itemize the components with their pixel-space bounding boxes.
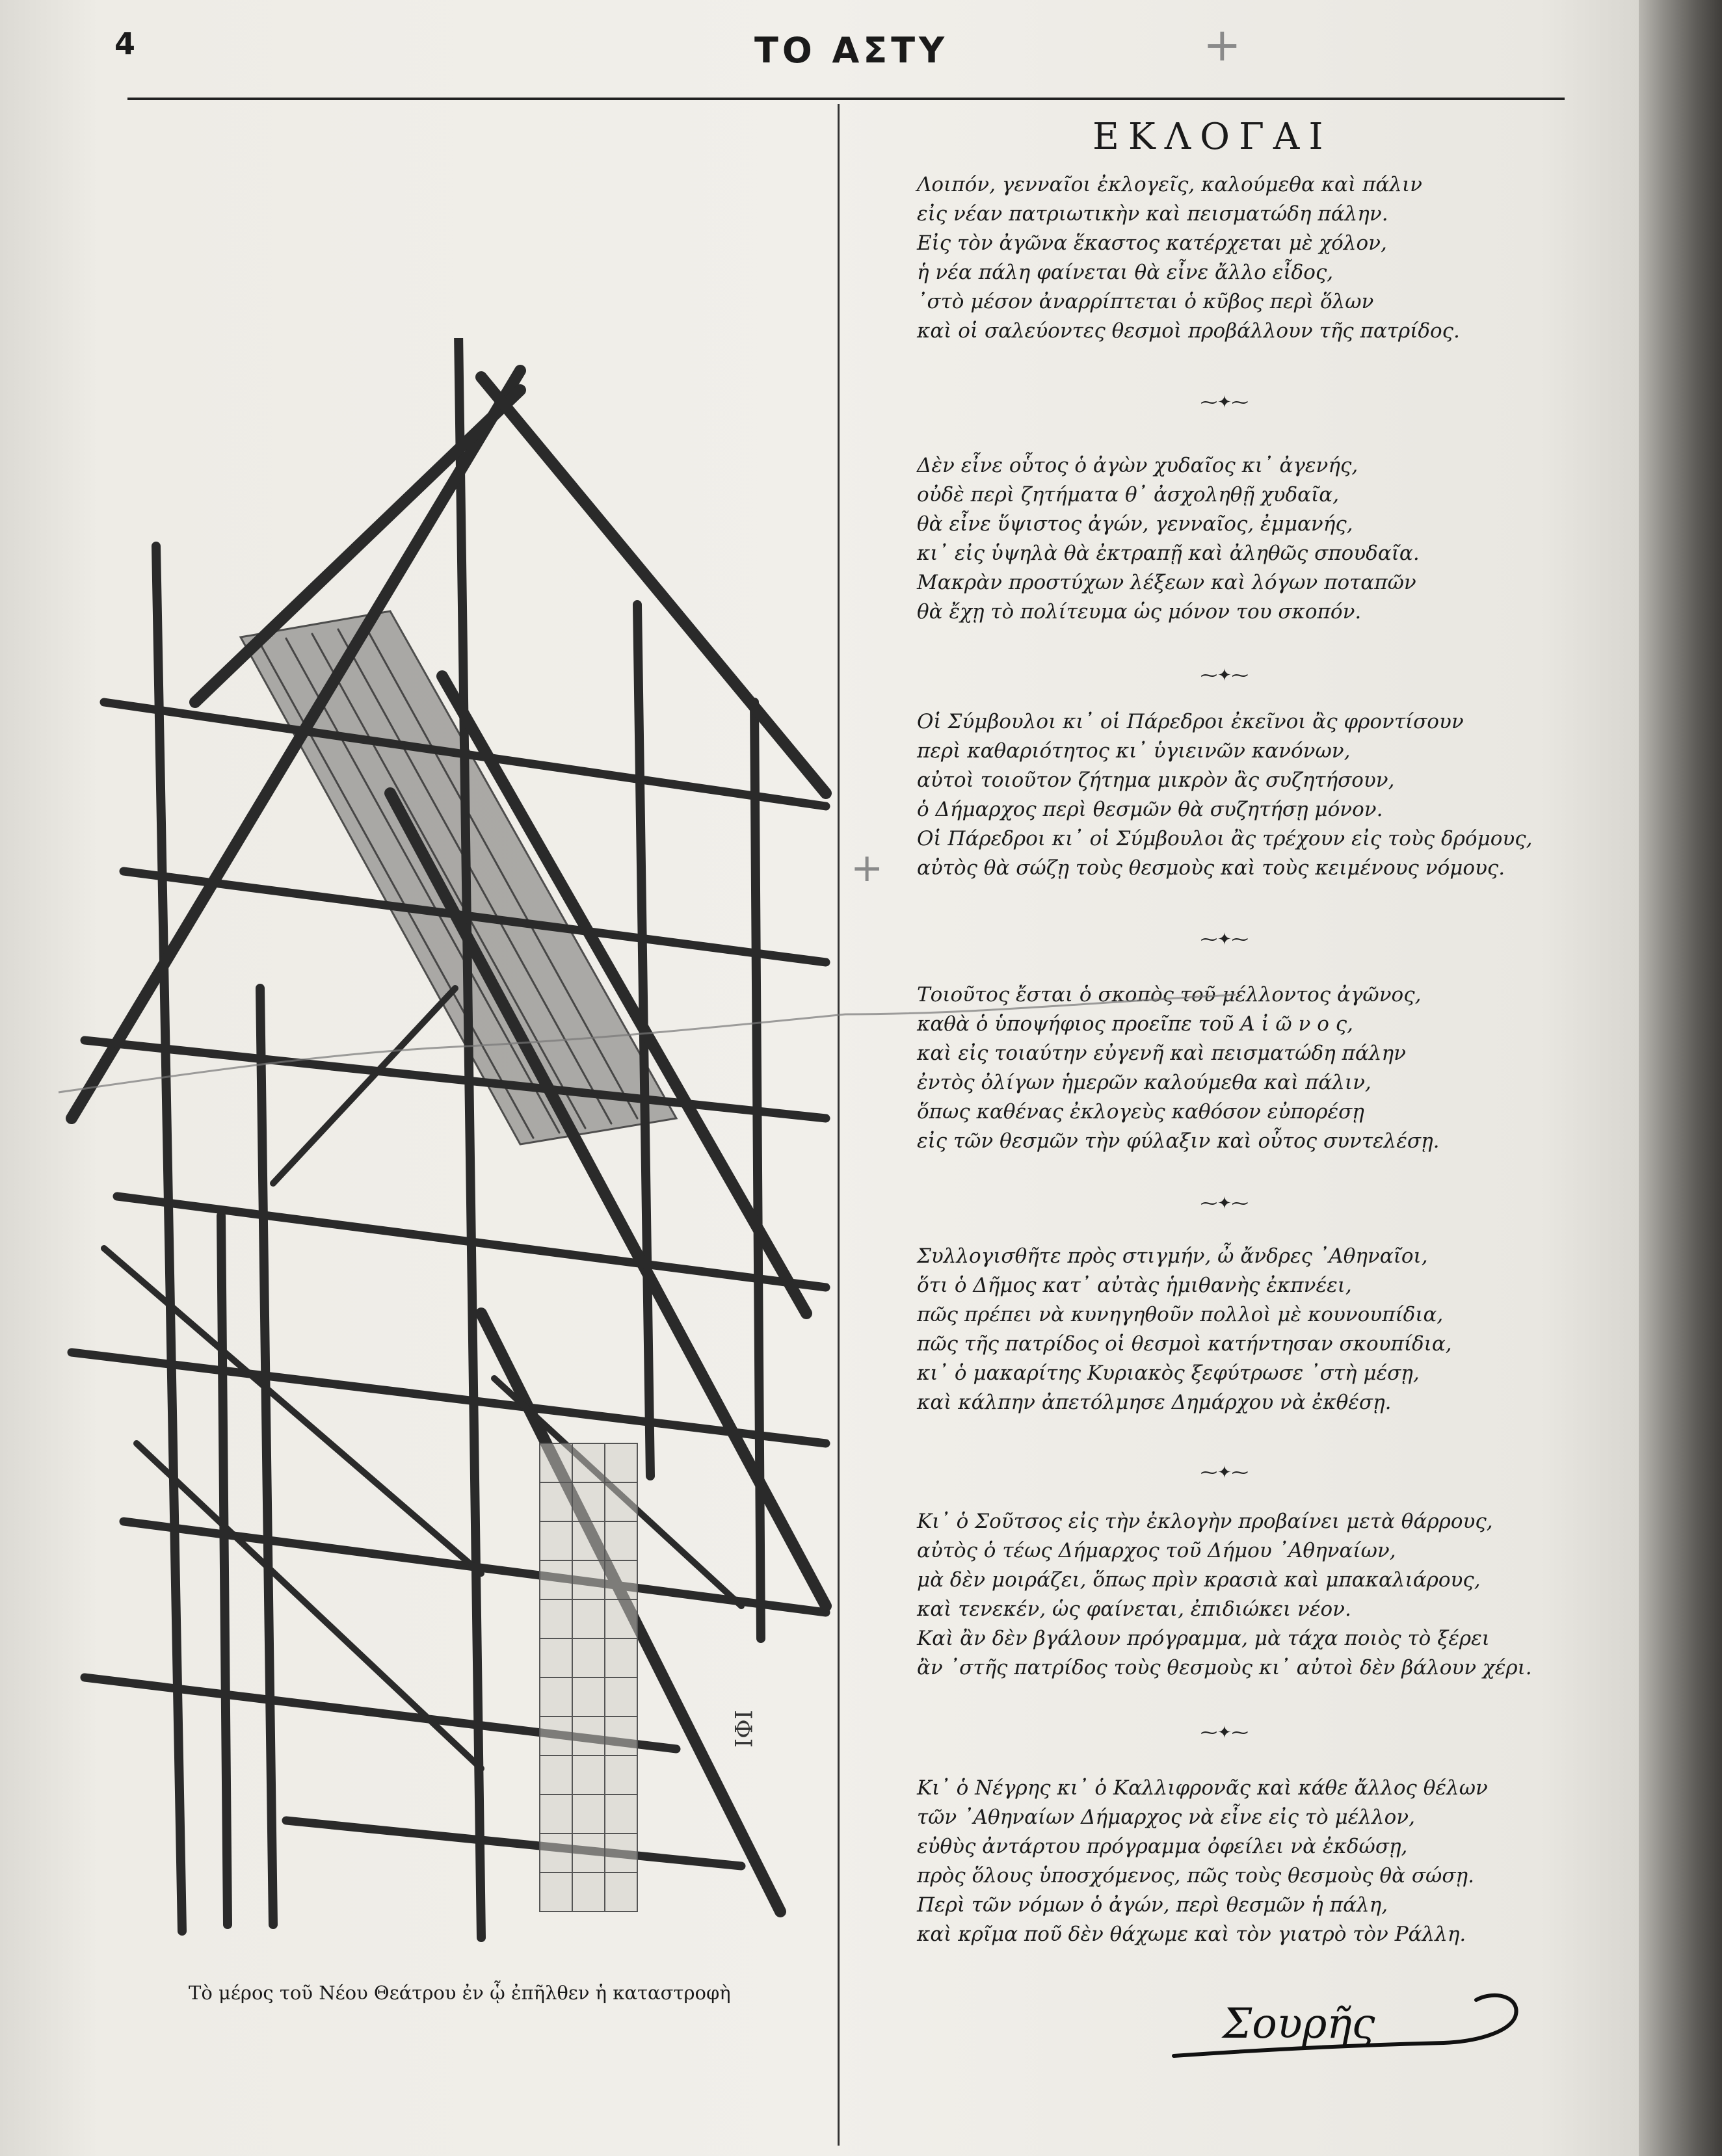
stanza-5 — [917, 1242, 1567, 1417]
poem-line: εὐθὺς ἀντάρτου πρόγραμμα ὀφείλει νὰ ἐκδώσῃ, — [917, 1835, 1408, 1858]
poem-line: θὰ εἶνε ὕψιστος ἀγών, γενναῖος, ἐμμανής, — [917, 512, 1353, 536]
poem-line: ἡ νέα πάλη φαίνεται θὰ εἶνε ἄλλο εἶδος, — [917, 261, 1334, 284]
stanza-4 — [917, 980, 1567, 1156]
stanza-ornament: ⁓✦⁓ — [1200, 930, 1249, 949]
stanza-2 — [917, 451, 1567, 627]
signature-text: Σουρῆς — [1223, 2000, 1375, 2048]
engraver-mark: ΙΦΙ — [729, 1710, 756, 1748]
poem-title: ΕΚΛΟΓΑΙ — [1093, 116, 1332, 158]
poem-line: ὁ Δήμαρχος περὶ θεσμῶν θὰ συζητήσῃ μόνον. — [917, 798, 1383, 821]
poem-line: εἰς τῶν θεσμῶν τὴν φύλαξιν καὶ οὗτος συντελέσῃ. — [917, 1129, 1440, 1153]
poem-line: Περὶ τῶν νόμων ὁ ἀγών, περὶ θεσμῶν ἡ πάλη, — [917, 1893, 1388, 1917]
poem-line: αὐτοὶ τοιοῦτον ζήτημα μικρὸν ἂς συζητήσουν, — [917, 769, 1395, 792]
poem-line: ἐντὸς ὀλίγων ἡμερῶν καλούμεθα καὶ πάλιν, — [917, 1071, 1371, 1094]
poem-line: Οἱ Πάρεδροι κι᾿ οἱ Σύμβουλοι ἂς τρέχουν εἰς τοὺς δρόμους, — [917, 827, 1533, 850]
stanza-3 — [917, 707, 1567, 883]
poem-line: Λοιπόν, γενναῖοι ἐκλογεῖς, καλούμεθα καὶ πάλιν — [917, 173, 1422, 196]
poem-line: αὐτὸς ὁ τέως Δήμαρχος τοῦ Δήμου ᾿Αθηναίων, — [917, 1539, 1396, 1562]
poem-line: πῶς τῆς πατρίδος οἱ θεσμοὶ κατήντησαν σκουπίδια, — [917, 1332, 1452, 1356]
brick-wall — [540, 1443, 637, 1912]
poem-line: Μακρὰν προστύχων λέξεων καὶ λόγων ποταπῶν — [917, 571, 1416, 594]
poem-line: Οἱ Σύμβουλοι κι᾿ οἱ Πάρεδροι ἐκεῖνοι ἂς φροντίσουν — [917, 710, 1464, 733]
stanza-ornament: ⁓✦⁓ — [1200, 393, 1249, 412]
poem-line: τῶν ᾿Αθηναίων Δήμαρχος νὰ εἶνε εἰς τὸ μέλλον, — [917, 1806, 1415, 1829]
poem-line: περὶ καθαριότητος κι᾿ ὑγιεινῶν κανόνων, — [917, 739, 1351, 763]
poem-line: Συλλογισθῆτε πρὸς στιγμήν, ὦ ἄνδρες ᾿Αθηναῖοι, — [917, 1244, 1428, 1268]
masthead-title: ΤΟ ΑΣΤΥ — [754, 30, 949, 71]
poem-line: Καὶ ἂν δὲν βγάλουν πρόγραμμα, μὰ τάχα ποιὸς τὸ ξέρει — [917, 1627, 1490, 1650]
diagonal-rafters — [72, 371, 826, 1912]
poem-line: πρὸς ὅλους ὑποσχόμενος, πῶς τοὺς θεσμοὺς θὰ σώσῃ. — [917, 1864, 1474, 1887]
poem-line: καὶ οἱ σαλεύοντες θεσμοὶ προβάλλουν τῆς πατρίδος. — [917, 319, 1460, 343]
column-divider — [838, 104, 840, 2146]
pencil-mark-top: + — [1203, 18, 1241, 72]
poem-line: θὰ ἔχῃ τὸ πολίτευμα ὡς μόνον του σκοπόν. — [917, 600, 1362, 624]
poem-line: εἰς νέαν πατριωτικὴν καὶ πεισματώδη πάλην. — [917, 202, 1388, 226]
poem-line: καὶ τενεκέν, ὡς φαίνεται, ἐπιδιώκει νέον. — [917, 1597, 1351, 1621]
poem-line: Δὲν εἶνε οὗτος ὁ ἀγὼν χυδαῖος κι᾿ ἀγενής, — [917, 454, 1358, 477]
poem-line: Κι᾿ ὁ Σοῦτσος εἰς τὴν ἐκλογὴν προβαίνει μετὰ θάρρους, — [917, 1510, 1493, 1533]
poem-line: πῶς πρέπει νὰ κυνηγηθοῦν πολλοὶ μὲ κουνουπίδια, — [917, 1303, 1444, 1326]
page-number: 4 — [114, 26, 136, 61]
poem-line: κι᾿ ὁ μακαρίτης Κυριακὸς ξεφύτρωσε ᾿στὴ μέσῃ, — [917, 1361, 1420, 1385]
poem-line: οὐδὲ περὶ ζητήματα θ᾿ ἀσχοληθῇ χυδαῖα, — [917, 483, 1340, 506]
author-signature — [1171, 1978, 1535, 2075]
header-rule — [127, 98, 1565, 100]
poem-line: Τοιοῦτος ἔσται ὁ σκοπὸς τοῦ μέλλοντος ἀγῶνος, — [917, 983, 1422, 1006]
poem-line: καὶ κρῖμα ποῦ δὲν θάχωμε καὶ τὸν γιατρὸ τὸν Ράλλη. — [917, 1923, 1466, 1946]
stanza-ornament: ⁓✦⁓ — [1200, 666, 1249, 685]
poem-line: καὶ εἰς τοιαύτην εὐγενῆ καὶ πεισματώδη πάλην — [917, 1042, 1406, 1065]
poem-line: αὐτὸς θὰ σώζῃ τοὺς θεσμοὺς καὶ τοὺς κειμένους νόμους. — [917, 856, 1505, 880]
stanza-ornament: ⁓✦⁓ — [1200, 1194, 1249, 1213]
poem-line: ᾿στὸ μέσον ἀναρρίπτεται ὁ κῦβος περὶ ὅλων — [917, 290, 1374, 313]
poem-line: Κι᾿ ὁ Νέγρης κι᾿ ὁ Καλλιφρονᾶς καὶ κάθε ἄλλος θέλων — [917, 1776, 1488, 1800]
poem-line: Εἰς τὸν ἀγῶνα ἕκαστος κατέρχεται μὲ χόλον, — [917, 231, 1387, 255]
illustration-caption: Τὸ μέρος τοῦ Νέου Θεάτρου ἐν ᾧ ἐπῆλθεν ἡ καταστροφὴ — [189, 1982, 731, 2004]
poem-line: ὅπως καθένας ἐκλογεὺς καθόσον εὐπορέσῃ — [917, 1100, 1364, 1124]
page-edge-shadow — [1639, 0, 1722, 2156]
poem-line: ἂν ᾿στῆς πατρίδος τοὺς θεσμοὺς κι᾿ αὐτοὶ δὲν βάλουν χέρι. — [917, 1656, 1532, 1679]
scaffolding-illustration — [26, 338, 832, 1951]
stanza-1 — [917, 170, 1567, 346]
poem-line: ὅτι ὁ Δῆμος κατ᾿ αὐτὰς ἡμιθανὴς ἐκπνέει, — [917, 1274, 1352, 1297]
pencil-mark-margin: + — [851, 845, 884, 891]
stanza-6 — [917, 1507, 1567, 1683]
poem-line: κι᾿ εἰς ὑψηλὰ θὰ ἐκτραπῇ καὶ ἀληθῶς σπουδαῖα. — [917, 542, 1420, 565]
stanza-7 — [917, 1774, 1567, 1949]
poem-line: καθὰ ὁ ὑποψήφιος προεῖπε τοῦ Α ἰ ῶ ν ο ς, — [917, 1012, 1353, 1036]
poem-line: μὰ δὲν μοιράζει, ὅπως πρὶν κρασιὰ καὶ μπακαλιάρους, — [917, 1568, 1481, 1592]
poem-line: καὶ κάλπην ἀπετόλμησε Δημάρχου νὰ ἐκθέσῃ. — [917, 1391, 1392, 1414]
stanza-ornament: ⁓✦⁓ — [1200, 1463, 1249, 1482]
stanza-ornament: ⁓✦⁓ — [1200, 1723, 1249, 1742]
